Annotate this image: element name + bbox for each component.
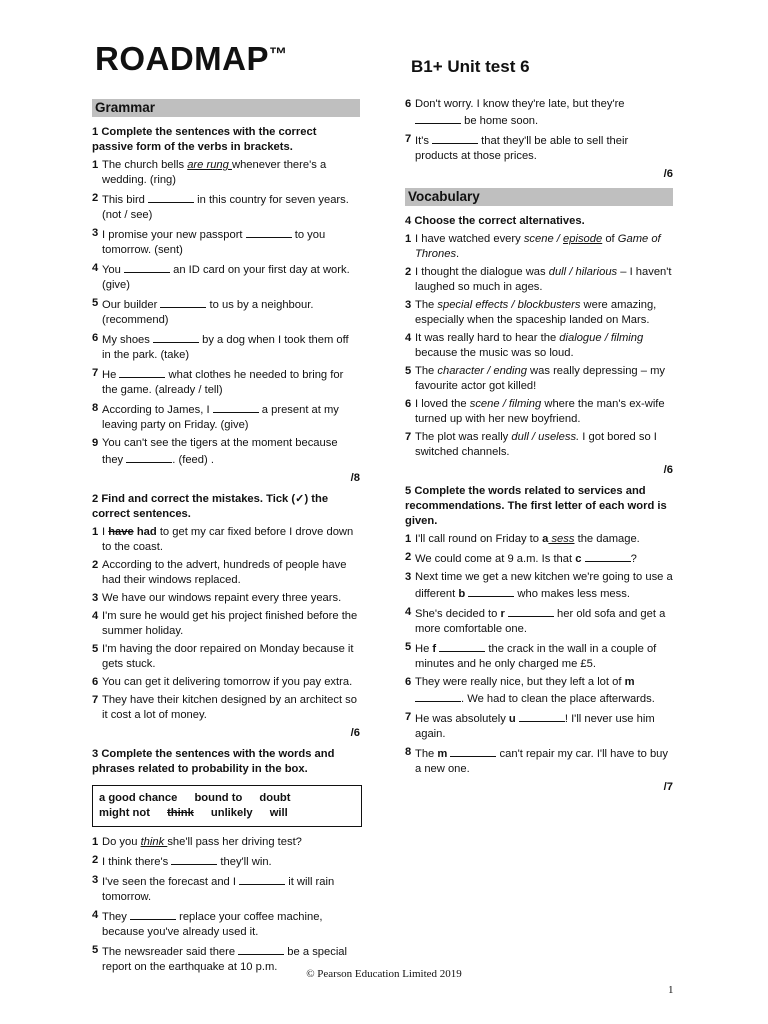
alternatives: scene / bbox=[523, 233, 564, 245]
alternatives: special effects / blockbusters bbox=[437, 299, 581, 311]
text-span: Don't worry. I know they're late, but they're bbox=[415, 98, 625, 110]
answer-blank[interactable] bbox=[148, 191, 194, 203]
answer-blank[interactable] bbox=[153, 331, 199, 343]
alternatives: dull / useless. bbox=[511, 431, 580, 443]
text-span: to you tomorrow. (sent) bbox=[102, 229, 326, 256]
question-number: 5 bbox=[92, 944, 99, 956]
text-span: He bbox=[415, 643, 433, 655]
text-span: the damage. bbox=[574, 533, 640, 545]
question-item bbox=[92, 296, 360, 328]
ex5-instruction: 5 Complete the words related to services and recommendations. The first letter of each word is given. bbox=[405, 485, 667, 527]
question-number: 2 bbox=[92, 192, 99, 204]
answer-blank[interactable] bbox=[246, 226, 292, 238]
answer-blank[interactable] bbox=[119, 366, 165, 378]
text-span: . (feed) . bbox=[172, 454, 214, 466]
text-span: The bbox=[415, 299, 438, 311]
question-text bbox=[102, 525, 360, 555]
question-item bbox=[92, 853, 360, 870]
text-span: The bbox=[415, 365, 438, 377]
text-span: an ID card on your first day at work. (give) bbox=[102, 264, 350, 291]
question-item bbox=[405, 430, 673, 460]
ex1-list bbox=[92, 158, 360, 468]
question-text bbox=[102, 873, 360, 905]
unit-title: B1+ Unit test 6 bbox=[411, 57, 530, 76]
text-span: ? bbox=[630, 553, 637, 565]
text-span: They have their kitchen designed by an architect so it cost a lot of money. bbox=[102, 694, 357, 721]
text-span: They bbox=[102, 911, 130, 923]
page-number: 1 bbox=[668, 984, 674, 996]
answer-blank[interactable] bbox=[519, 710, 565, 722]
answer-blank[interactable] bbox=[508, 605, 554, 617]
ex3-continued-list bbox=[405, 97, 673, 164]
question-text bbox=[415, 232, 673, 262]
question-item bbox=[92, 525, 360, 555]
text-span: According to James, I bbox=[102, 404, 213, 416]
question-text bbox=[102, 642, 360, 672]
question-text bbox=[102, 853, 360, 870]
question-text bbox=[102, 366, 360, 398]
question-item bbox=[405, 331, 673, 361]
question-item bbox=[92, 191, 360, 223]
text-span: You can get it delivering tomorrow if you pay extra. bbox=[102, 676, 353, 688]
ex4-score: /6 bbox=[663, 464, 673, 476]
question-item bbox=[405, 570, 673, 602]
question-number: 4 bbox=[405, 606, 412, 618]
question-text bbox=[415, 265, 673, 295]
question-text bbox=[415, 364, 673, 394]
question-item bbox=[92, 693, 360, 723]
text-span: . We had to clean the place afterwards. bbox=[461, 693, 655, 705]
question-number: 5 bbox=[405, 641, 412, 653]
question-item bbox=[405, 232, 673, 262]
question-item bbox=[405, 298, 673, 328]
text-span: The church bells bbox=[102, 159, 188, 171]
text-span: where the man's ex-wife turned up with her new boyfriend. bbox=[415, 398, 665, 425]
question-text bbox=[415, 132, 673, 164]
question-item bbox=[92, 908, 360, 940]
question-item bbox=[405, 605, 673, 637]
text-span: they'll win. bbox=[217, 856, 272, 868]
word-box bbox=[92, 785, 362, 827]
word-box-row-2 bbox=[99, 806, 355, 821]
alternatives: dull / hilarious bbox=[548, 266, 618, 278]
answer-blank[interactable] bbox=[415, 690, 461, 702]
question-number: 5 bbox=[92, 643, 99, 655]
question-item bbox=[92, 642, 360, 672]
text-span: I thought the dialogue was bbox=[415, 266, 549, 278]
alternatives: dialogue / filming bbox=[559, 332, 644, 344]
text-span: was really depressing – my favourite actor got killed! bbox=[415, 365, 665, 392]
text-span: – I haven't laughed so much in ages. bbox=[415, 266, 672, 293]
question-text bbox=[415, 710, 673, 742]
first-letter: f bbox=[432, 643, 437, 655]
text-span: The bbox=[415, 748, 438, 760]
alternatives: scene / filming bbox=[469, 398, 542, 410]
example-answer: sess bbox=[548, 533, 575, 545]
box-word: bound to bbox=[194, 792, 243, 804]
text-span: to get my car fixed before I drove down to the coast. bbox=[102, 526, 354, 553]
question-number: 7 bbox=[405, 431, 412, 443]
answer-blank[interactable] bbox=[160, 296, 206, 308]
question-item bbox=[92, 158, 360, 188]
first-letter: m bbox=[624, 676, 635, 688]
ex1-score: /8 bbox=[350, 472, 360, 484]
first-letter: c bbox=[575, 553, 582, 565]
question-number: 3 bbox=[405, 571, 412, 583]
question-number: 4 bbox=[92, 909, 99, 921]
question-number: 7 bbox=[405, 133, 412, 145]
question-text bbox=[102, 158, 360, 188]
text-span: be a special report on the earthquake at 10 p.m. bbox=[102, 946, 348, 973]
answer-blank[interactable] bbox=[239, 873, 285, 885]
text-span: because the music was so loud. bbox=[415, 347, 574, 359]
text-span: She's decided to bbox=[415, 608, 501, 620]
ex3-list bbox=[92, 835, 360, 975]
struck-word: have bbox=[108, 526, 134, 538]
question-item bbox=[92, 835, 360, 850]
ex3-score: /6 bbox=[663, 168, 673, 180]
question-number: 1 bbox=[405, 233, 412, 245]
question-text bbox=[102, 835, 360, 850]
question-text bbox=[415, 605, 673, 637]
ex1-instruction: 1 Complete the sentences with the correct passive form of the verbs in brackets. bbox=[92, 126, 317, 153]
text-span: were amazing, especially when the spaceship landed on Mars. bbox=[415, 299, 657, 326]
text-span: My shoes bbox=[102, 334, 153, 346]
answer-blank[interactable] bbox=[130, 908, 176, 920]
text-span: who makes less mess. bbox=[514, 588, 630, 600]
box-word-used: think bbox=[167, 807, 194, 819]
answer-blank[interactable] bbox=[585, 550, 631, 562]
question-text bbox=[415, 550, 673, 567]
question-text bbox=[102, 591, 360, 606]
first-letter: b bbox=[458, 588, 466, 600]
ex5-score: /7 bbox=[663, 781, 673, 793]
question-item bbox=[405, 550, 673, 567]
text-span: I've seen the forecast and I bbox=[102, 876, 240, 888]
question-text bbox=[102, 331, 360, 363]
question-number: 1 bbox=[92, 836, 99, 848]
question-number: 5 bbox=[92, 297, 99, 309]
question-number: 4 bbox=[92, 262, 99, 274]
text-span: that they'll be able to sell their products at those prices. bbox=[415, 135, 629, 162]
question-item bbox=[405, 675, 673, 707]
question-number: 9 bbox=[92, 437, 99, 449]
box-word: might not bbox=[99, 807, 150, 819]
right-column bbox=[405, 97, 673, 801]
question-number: 1 bbox=[92, 159, 99, 171]
question-number: 2 bbox=[92, 559, 99, 571]
question-number: 2 bbox=[405, 551, 412, 563]
question-item bbox=[405, 710, 673, 742]
text-span: Do you bbox=[102, 836, 141, 848]
question-item bbox=[405, 364, 673, 394]
question-item bbox=[405, 532, 673, 547]
box-word: doubt bbox=[259, 792, 291, 804]
text-span: can't repair my car. I'll have to buy a new one. bbox=[415, 748, 668, 775]
text-span: her old sofa and get a more comfortable one. bbox=[415, 608, 666, 635]
question-number: 1 bbox=[405, 533, 412, 545]
question-item bbox=[92, 591, 360, 606]
answer-blank[interactable] bbox=[432, 132, 478, 144]
question-item bbox=[405, 640, 673, 672]
question-number: 4 bbox=[92, 610, 99, 622]
question-number: 3 bbox=[92, 227, 99, 239]
text-span: . bbox=[456, 248, 460, 260]
ex4-instruction: 4 Choose the correct alternatives. bbox=[405, 215, 585, 227]
text-span: We have our windows repaint every three years. bbox=[102, 592, 342, 604]
corrected-word: had bbox=[133, 526, 157, 538]
text-span: We could come at 9 a.m. Is that bbox=[415, 553, 576, 565]
first-letter: r bbox=[500, 608, 505, 620]
question-text bbox=[102, 401, 360, 433]
question-item bbox=[92, 873, 360, 905]
first-letter: u bbox=[508, 713, 516, 725]
example-answer: are rung bbox=[187, 159, 232, 171]
text-span: the crack in the wall in a couple of minutes and he only charged me £5. bbox=[415, 643, 657, 670]
word-box-row-1 bbox=[99, 791, 355, 806]
text-span: I'll call round on Friday to bbox=[415, 533, 543, 545]
question-text bbox=[415, 397, 673, 427]
answer-blank[interactable] bbox=[415, 112, 461, 124]
question-item bbox=[92, 401, 360, 433]
text-span: it will rain tomorrow. bbox=[102, 876, 335, 903]
question-text bbox=[415, 97, 673, 129]
text-span: a present at my leaving party on Friday. (give) bbox=[102, 404, 339, 431]
question-text bbox=[102, 675, 360, 690]
text-span: I got bored so I switched channels. bbox=[415, 431, 657, 458]
question-item bbox=[92, 261, 360, 293]
question-number: 7 bbox=[92, 367, 99, 379]
text-span: be home soon. bbox=[461, 115, 539, 127]
grammar-heading: Grammar bbox=[92, 99, 360, 117]
text-span: I think there's bbox=[102, 856, 172, 868]
question-item bbox=[92, 675, 360, 690]
question-item bbox=[405, 97, 673, 129]
answer-blank[interactable] bbox=[126, 451, 172, 463]
question-item bbox=[92, 331, 360, 363]
question-number: 6 bbox=[405, 98, 412, 110]
text-span: replace your coffee machine, because you've already used it. bbox=[102, 911, 323, 938]
text-span: They were really nice, but they left a lot of bbox=[415, 676, 625, 688]
question-text bbox=[102, 908, 360, 940]
copyright: © Pearson Education Limited 2019 bbox=[306, 968, 462, 980]
question-item bbox=[92, 436, 360, 468]
question-number: 7 bbox=[92, 694, 99, 706]
text-span: ! I'll never use him again. bbox=[415, 713, 655, 740]
question-item bbox=[405, 265, 673, 295]
question-text bbox=[415, 570, 673, 602]
left-column bbox=[92, 99, 360, 978]
title-italic: Game of Thrones bbox=[415, 233, 661, 260]
example-answer: episode bbox=[563, 233, 603, 245]
question-text bbox=[415, 745, 673, 777]
text-span: According to the advert, hundreds of people have had their windows replaced. bbox=[102, 559, 347, 586]
question-number: 4 bbox=[405, 332, 412, 344]
question-text bbox=[102, 296, 360, 328]
question-number: 6 bbox=[92, 332, 99, 344]
brand-logo: ROADMAP™ bbox=[95, 40, 288, 77]
answer-blank[interactable] bbox=[450, 745, 496, 757]
question-text bbox=[102, 693, 360, 723]
question-number: 8 bbox=[405, 746, 412, 758]
question-item bbox=[405, 397, 673, 427]
example-answer: think bbox=[140, 836, 168, 848]
question-item bbox=[405, 132, 673, 164]
question-text bbox=[415, 640, 673, 672]
text-span: This bird bbox=[102, 194, 149, 206]
question-text bbox=[102, 558, 360, 588]
text-span: of bbox=[602, 233, 618, 245]
box-word: will bbox=[269, 807, 288, 819]
question-text bbox=[415, 298, 673, 328]
question-number: 1 bbox=[92, 526, 99, 538]
question-number: 8 bbox=[92, 402, 99, 414]
text-span: I'm having the door repaired on Monday because it gets stuck. bbox=[102, 643, 354, 670]
question-number: 3 bbox=[92, 592, 99, 604]
ex2-score: /6 bbox=[350, 727, 360, 739]
ex2-instruction: 2 Find and correct the mistakes. Tick (✓) the correct sentences. bbox=[92, 493, 329, 520]
question-item bbox=[92, 366, 360, 398]
question-text bbox=[415, 430, 673, 460]
question-number: 6 bbox=[92, 676, 99, 688]
text-span: Next time we get a new kitchen we're going to use a different bbox=[415, 571, 673, 600]
answer-blank[interactable] bbox=[171, 853, 217, 865]
text-span: It was really hard to hear the bbox=[415, 332, 560, 344]
question-text bbox=[102, 226, 360, 258]
answer-blank[interactable] bbox=[124, 261, 170, 273]
text-span: whenever there's a wedding. (ring) bbox=[102, 159, 327, 186]
answer-blank[interactable] bbox=[238, 943, 284, 955]
question-number: 3 bbox=[405, 299, 412, 311]
question-number: 3 bbox=[92, 874, 99, 886]
question-text bbox=[415, 675, 673, 707]
text-span: I bbox=[102, 526, 109, 538]
question-number: 5 bbox=[405, 365, 412, 377]
box-word: unlikely bbox=[210, 807, 253, 819]
text-span: You bbox=[102, 264, 124, 276]
text-span: by a dog when I took them off in the park. (take) bbox=[102, 334, 349, 361]
question-item bbox=[92, 226, 360, 258]
answer-blank[interactable] bbox=[439, 640, 485, 652]
first-letter: a bbox=[542, 533, 549, 545]
question-number: 7 bbox=[405, 711, 412, 723]
question-number: 2 bbox=[92, 854, 99, 866]
ex3-instruction: 3 Complete the sentences with the words and phrases related to probability in the box. bbox=[92, 748, 335, 775]
question-number: 6 bbox=[405, 398, 412, 410]
text-span: I loved the bbox=[415, 398, 470, 410]
question-item bbox=[92, 609, 360, 639]
text-span: You can't see the tigers at the moment because they bbox=[102, 437, 338, 466]
ex4-list bbox=[405, 232, 673, 460]
ex2-list bbox=[92, 525, 360, 723]
text-span: Our builder bbox=[102, 299, 161, 311]
text-span: The plot was really bbox=[415, 431, 512, 443]
text-span: she'll pass her driving test? bbox=[167, 836, 302, 848]
question-text bbox=[415, 532, 673, 547]
answer-blank[interactable] bbox=[213, 401, 259, 413]
question-text bbox=[102, 436, 360, 468]
first-letter: m bbox=[437, 748, 448, 760]
text-span: I'm sure he would get his project finished before the summer holiday. bbox=[102, 610, 358, 637]
answer-blank[interactable] bbox=[468, 585, 514, 597]
ex5-list bbox=[405, 532, 673, 777]
alternatives: character / ending bbox=[437, 365, 527, 377]
text-span: what clothes he needed to bring for the game. (already / tell) bbox=[102, 369, 344, 396]
text-span: He was absolutely bbox=[415, 713, 509, 725]
question-text bbox=[102, 609, 360, 639]
text-span: in this country for seven years. (not / see) bbox=[102, 194, 349, 221]
question-text bbox=[102, 191, 360, 223]
text-span: It's bbox=[415, 135, 433, 147]
text-span: to us by a neighbour. (recommend) bbox=[102, 299, 314, 326]
text-span: I have watched every bbox=[415, 233, 524, 245]
text-span: He bbox=[102, 369, 120, 381]
question-item bbox=[92, 558, 360, 588]
text-span: I promise your new passport bbox=[102, 229, 246, 241]
question-number: 2 bbox=[405, 266, 412, 278]
question-item bbox=[405, 745, 673, 777]
question-number: 6 bbox=[405, 676, 412, 688]
vocabulary-heading: Vocabulary bbox=[405, 188, 673, 206]
question-text bbox=[102, 261, 360, 293]
text-span: The newsreader said there bbox=[102, 946, 239, 958]
question-text bbox=[415, 331, 673, 361]
box-word: a good chance bbox=[99, 792, 178, 804]
